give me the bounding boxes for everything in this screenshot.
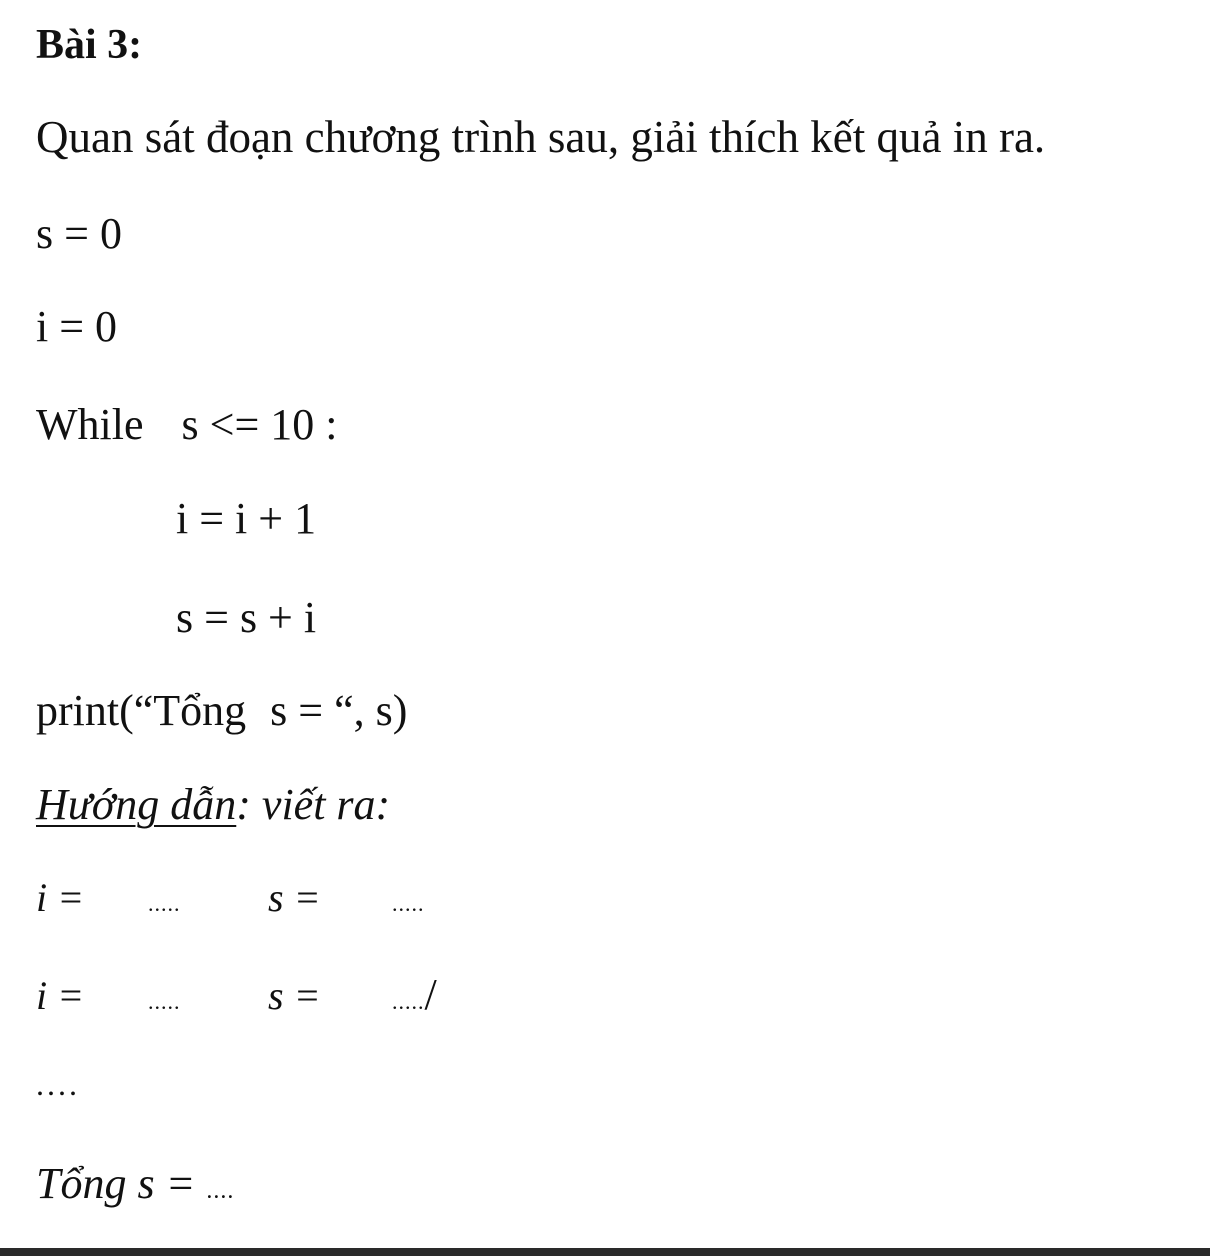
total-label: Tổng (36, 1159, 127, 1208)
s-label: s = (268, 973, 321, 1018)
i-label: i = (36, 973, 85, 1018)
i-label: i = (36, 875, 85, 920)
print-tail: s = “, s) (270, 686, 408, 735)
slash-mark: / (424, 970, 437, 1019)
code-line-accumulate-s: s = s + i (176, 593, 317, 642)
while-keyword: While (36, 400, 144, 449)
total-blank: .... (206, 1178, 235, 1204)
total-row (36, 1159, 235, 1208)
i-blank: ..... (148, 891, 181, 916)
s-label: s = (268, 875, 321, 920)
guide-label: Hướng dẫn (36, 780, 237, 829)
print-head: print(“Tổng (36, 686, 247, 735)
answer-row-1 (36, 875, 425, 920)
continuation-ellipsis: .... (36, 1066, 80, 1102)
code-line-increment-i: i = i + 1 (176, 494, 317, 543)
bottom-border (0, 1248, 1210, 1256)
code-line-i-init: i = 0 (36, 302, 118, 351)
code-line-print (36, 686, 408, 735)
total-expr: s = (137, 1159, 196, 1208)
exercise-title: Bài 3: (36, 22, 143, 68)
code-line-s-init: s = 0 (36, 209, 122, 258)
guide-text: : viết ra: (236, 780, 391, 829)
while-condition: s <= 10 : (181, 400, 338, 449)
guide-heading (36, 780, 391, 829)
s-blank: ..... (392, 989, 425, 1014)
exercise-prompt: Quan sát đoạn chương trình sau, giải thích kết quả in ra. (36, 112, 1046, 162)
answer-row-2 (36, 970, 437, 1019)
i-blank: ..... (148, 989, 181, 1014)
code-line-while (36, 400, 338, 449)
s-blank: ..... (392, 891, 425, 916)
